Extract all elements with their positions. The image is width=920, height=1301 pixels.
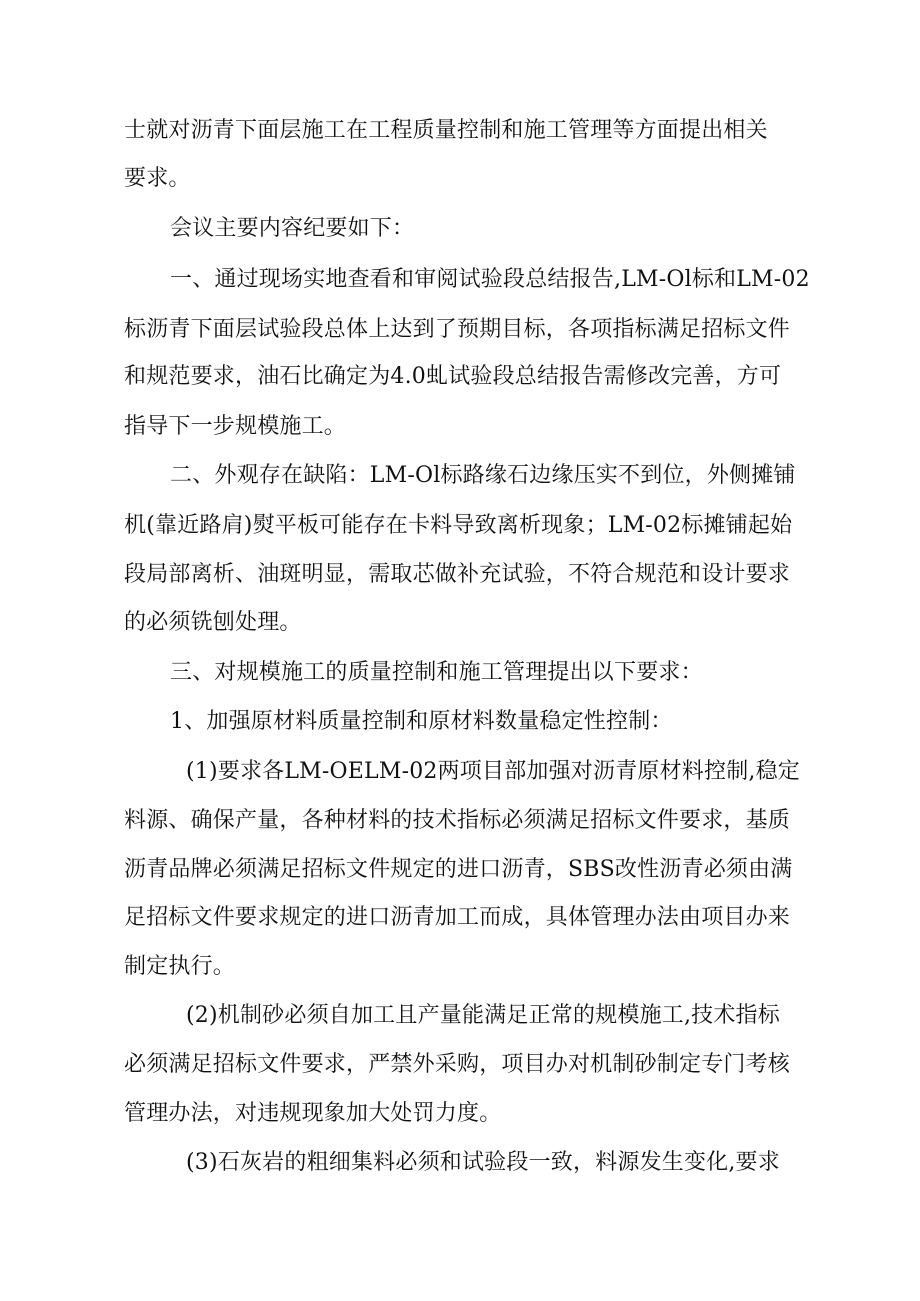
text-line: 制定执行。 — [124, 954, 236, 979]
text-line: 三、对规模施工的质量控制和施工管理提出以下要求： — [170, 660, 703, 685]
text-line: 标沥青下面层试验段总体上达到了预期目标，各项指标满足招标文件 — [124, 317, 791, 342]
text-line: 会议主要内容纪要如下： — [170, 216, 415, 241]
text-line: 二、外观存在缺陷：LM-Ol标路缘石边缘压实不到位，外侧摊铺 — [170, 463, 796, 488]
text-line: 要求。 — [124, 166, 191, 191]
text-line: (3)石灰岩的粗细集料必须和试验段一致，料源发生变化,要求 — [186, 1150, 780, 1175]
text-line: 和规范要求，油石比确定为4.0虬试验段总结报告需修改完善，方可 — [124, 364, 782, 389]
text-line: 必须满足招标文件要求，严禁外采购，项目办对机制砂制定专门考核 — [124, 1052, 791, 1077]
text-line: 足招标文件要求规定的进口沥青加工而成，具体管理办法由项目办来 — [124, 905, 791, 930]
text-line: 段局部离析、油斑明显，需取芯做补充试验，不符合规范和设计要求 — [124, 562, 791, 587]
text-line: (1)要求各LM-OELM-02两项目部加强对沥青原材料控制,稳定 — [186, 759, 800, 784]
text-line: 机(靠近路肩)熨平板可能存在卡料导致离析现象；LM-02标摊铺起始 — [124, 513, 793, 538]
text-line: 士就对沥青下面层施工在工程质量控制和施工管理等方面提出相关 — [124, 118, 768, 143]
text-line: 沥青品牌必须满足招标文件规定的进口沥青，SBS改性沥青必须由满 — [124, 857, 793, 882]
text-line: (2)机制砂必须自加工且产量能满足正常的规模施工,技术指标 — [186, 1003, 780, 1028]
text-line: 指导下一步规模施工。 — [124, 414, 347, 439]
text-line: 1、加强原材料质量控制和原材料数量稳定性控制： — [170, 709, 673, 734]
text-line: 管理办法，对违规现象加大处罚力度。 — [124, 1101, 502, 1126]
text-line: 的必须铣刨处理。 — [124, 610, 302, 635]
text-line: 料源、确保产量，各种材料的技术指标必须满足招标文件要求，基质 — [124, 808, 791, 833]
text-line: 一、通过现场实地查看和审阅试验段总结报告,LM-Ol标和LM-02 — [170, 267, 810, 292]
